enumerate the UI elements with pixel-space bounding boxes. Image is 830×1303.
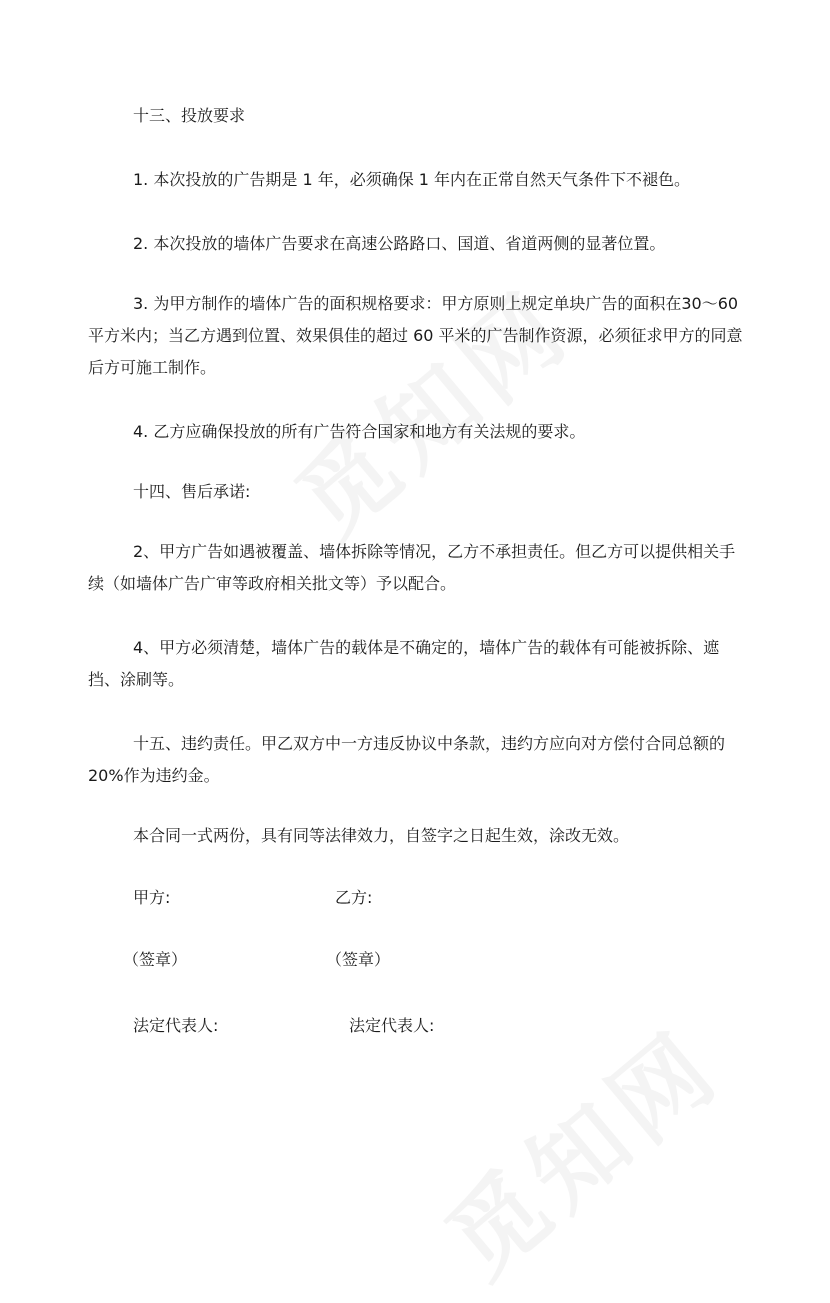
section-13-title: 十三、投放要求 [133, 106, 246, 125]
closing-statement: 本合同一式两份，具有同等法律效力，自签字之日起生效，涂改无效。 [133, 826, 630, 845]
section-13-item-3: 3. 为甲方制作的墙体广告的面积规格要求：甲方原则上规定单块广告的面积在30～60 平方米内；当乙方遇到位置、效果俱佳的超过 60 平米的广告制作资源，必须征求甲方的同意后方可施工制作。 [88, 294, 743, 377]
signature-seal-row [88, 944, 748, 976]
section-13-item-4: 4. 乙方应确保投放的所有广告符合国家和地方有关法规的要求。 [133, 422, 586, 441]
party-a-seal: （签章） [123, 950, 188, 969]
section-15-paragraph: 十五、违约责任。甲乙双方中一方违反协议中条款，违约方应向对方偿付合同总额的 20%作为违约金。 [88, 734, 726, 785]
section-14-item-2: 2、甲方广告如遇被覆盖、墙体拆除等情况，乙方不承担责任。但乙方可以提供相关手续（如墙体广告广审等政府相关批文等）予以配合。 [88, 542, 736, 593]
section-14-title: 十四、售后承诺: [133, 482, 251, 501]
party-b-seal: （签章） [326, 950, 391, 969]
section-13-item-2: 2. 本次投放的墙体广告要求在高速公路路口、国道、省道两侧的显著位置。 [133, 234, 666, 253]
party-b-representative: 法定代表人: [349, 1016, 435, 1035]
signature-party-row [88, 882, 748, 914]
signature-representative-row [88, 1010, 748, 1042]
party-b-label: 乙方: [335, 888, 373, 907]
section-13-item-1: 1. 本次投放的广告期是 1 年，必须确保 1 年内在正常自然天气条件下不褪色。 [133, 170, 691, 189]
party-a-representative: 法定代表人: [133, 1016, 219, 1035]
party-a-label: 甲方: [133, 888, 171, 907]
section-14-item-4: 4、甲方必须清楚，墙体广告的载体是不确定的，墙体广告的载体有可能被拆除、遮挡、涂刷等。 [88, 638, 720, 689]
